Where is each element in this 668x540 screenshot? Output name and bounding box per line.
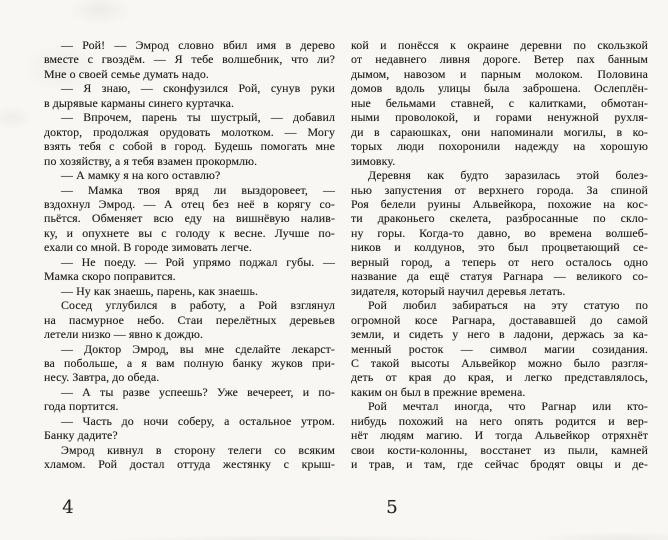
text-line: домов вдоль улицы была заброшена. Ослеплён- [351, 81, 648, 96]
text-line: пьётся. Обменяет всю еду на вишнёвую налив- [44, 211, 335, 226]
text-line: — Рой! — Эмрод словно вбил имя в дерево [61, 38, 335, 52]
text-line: Эмрод кивнул в сторону телеги со всяким [61, 442, 335, 457]
text-line: доктор, продолжая орудовать молотком. — Могу [44, 124, 335, 139]
text-line: — А ты разве успеешь? Уже вечереет, и по- [61, 384, 335, 399]
text-line: Сосед углубился в работу, а Рой взглянул [61, 298, 335, 313]
text-line: по хозяйству, а я тебя взамен прокормлю. [44, 153, 258, 168]
text-line: торых люди похоронили надежду на хорошую [351, 139, 648, 154]
text-line: ди в сараюшках, они напоминали могилы, в ко- [351, 124, 648, 139]
page-number-right: 5 [386, 497, 398, 518]
text-line: взять тебя с собой в город. Будешь помогать мне [44, 139, 335, 154]
text-line: каким он был в прежние времена. [351, 384, 526, 399]
text-line: Деревня как будто заразилась этой болез- [368, 168, 648, 183]
page-right-text [351, 38, 648, 472]
text-line: название да ещё статуя Рагнара — великого со- [351, 269, 648, 284]
text-line: Банку дадите? [44, 428, 118, 443]
text-line: зидателя, который научил деревья летать. [351, 283, 566, 298]
text-line: ехали со мной. В городе зимовать легче. [44, 240, 252, 255]
text-line: ные бельмами ставней, с калитками, обмотан- [351, 95, 648, 110]
page-left-text [44, 38, 335, 472]
text-line: верный город, а теперь от него осталось одно [351, 254, 648, 269]
text-line: земли, и сидеть у него в ладони, держась за ка- [351, 327, 648, 342]
text-line: зимовку. [351, 153, 396, 168]
text-line: от недавнего ливня дороге. Ветер пах банным [351, 52, 648, 67]
text-line: С такой высоты Альвейкор можно было разгля- [351, 355, 648, 370]
text-line: — Мамка твоя вряд ли выздоровеет, — [61, 182, 335, 197]
text-line: деть от края до края, и легко представлялось, [351, 370, 648, 385]
text-line: летели низко — явно к дождю. [44, 327, 204, 342]
text-line: — Ну как знаешь, парень, как знаешь. [61, 283, 259, 298]
text-line: года портится. [44, 399, 119, 414]
text-line: — Доктор Эмрод, вы мне сделайте лекарст- [61, 341, 335, 356]
text-line: вздохнул Эмрод. — А отец без неё в корягу со- [44, 196, 335, 211]
text-line: ников и колдунов, это был процветающий се- [351, 240, 648, 255]
text-line: ку, и опухнете вы с голоду к весне. Лучше по- [44, 225, 335, 240]
text-line: — Впрочем, парень ты шустрый, — добавил [61, 110, 335, 125]
text-line: — Не поеду. — Рой упрямо поджал губы. — [61, 254, 335, 269]
text-line: Мамка скоро поправится. [44, 269, 176, 284]
text-line: огромной косе Рагнара, достававшей до самой [351, 312, 648, 327]
text-line: вместе с гвоздём. — Я тебе волшебник, что ли? [44, 52, 335, 67]
text-line: в дырявые карманы синего куртачка. [44, 95, 235, 110]
text-line: свои кости-колонны, восстанет из пыли, камней [351, 442, 648, 457]
text-line: Рой любил забираться на эту статую по [368, 298, 648, 313]
text-line: несу. Завтра, до обеда. [44, 370, 160, 385]
text-line: на пасмурное небо. Стаи перелётных деревьев [44, 312, 335, 327]
text-line: — Часть до ночи соберу, а остальное утром. [61, 413, 335, 428]
text-line: нибудь похожий на него опять родится и вер- [351, 413, 648, 428]
text-line: дымом, навозом и парным молоком. Половина [351, 66, 648, 81]
text-line: Роя белели руины Альвейкора, похожие на кос- [351, 196, 648, 211]
text-line: и трав, и там, где сейчас бродят овцы и де- [351, 457, 648, 472]
text-line: менный росток — символ магии созидания. [351, 341, 648, 356]
text-line: — А мамку я на кого оставлю? [61, 168, 221, 183]
text-line: ва побольше, а я вам полную банку жуков при- [44, 355, 335, 370]
text-line: хламом. Рой достал оттуда жестянку с крыш- [44, 457, 335, 472]
text-line: кой и понёсся к окраине деревни по скользкой [351, 38, 648, 52]
text-line: ными проволокой, и горами ненужной рухля- [351, 110, 648, 125]
text-line: ну горы. Когда-то давно, во времена волшеб- [351, 225, 648, 240]
text-line: нёт людям магию. И тогда Альвейкор отряхнёт [351, 428, 648, 443]
text-line: ти драконьего скелета, разбросанные по скло- [351, 211, 648, 226]
page-number-left: 4 [62, 497, 74, 518]
text-line: нью запустения от верхнего города. За спиной [351, 182, 648, 197]
text-line: Мне о своей семье думать надо. [44, 66, 209, 81]
text-line: Рой мечтал иногда, что Рагнар или кто- [368, 399, 648, 414]
text-line: — Я знаю, — сконфузился Рой, сунув руки [61, 81, 335, 96]
